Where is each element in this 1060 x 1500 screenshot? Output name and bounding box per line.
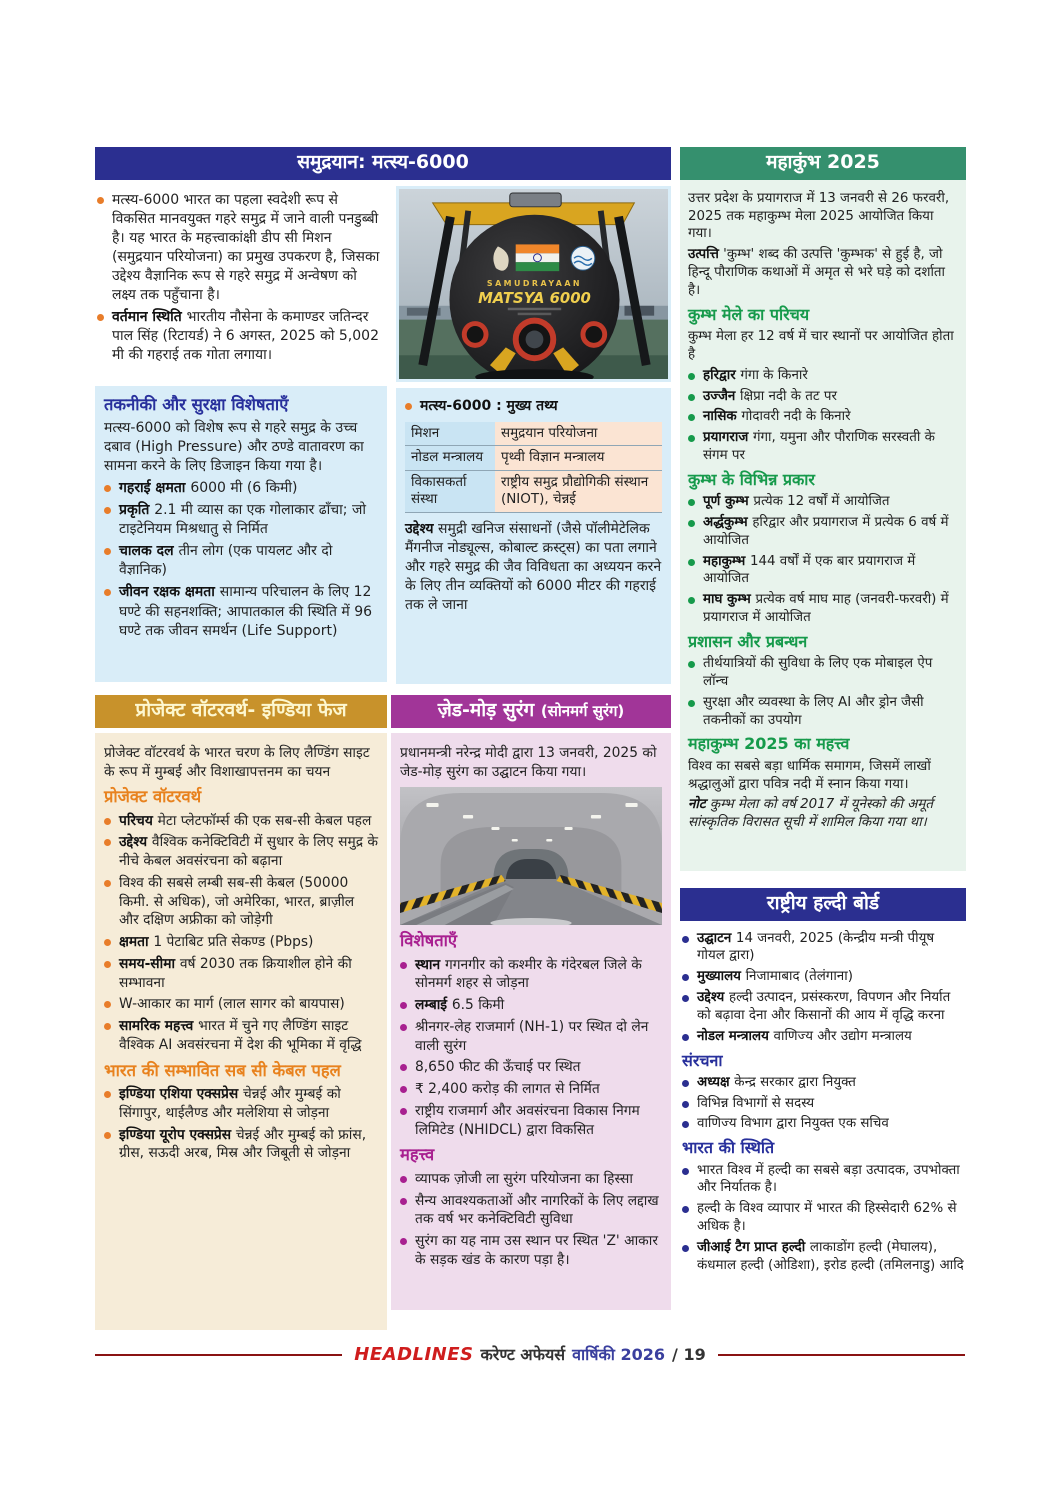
table-row (405, 446, 662, 471)
list-item-text: तीर्थयात्रियों की सुविधा के लिए एक मोबाइल ऐप लॉन्च (703, 656, 933, 689)
list-item (400, 1102, 662, 1140)
list-item-text: सामरिक महत्त्व भारत में चुने गए लैण्डिंग साइट वैश्विक AI अवसंरचना में देश की भूमिका में वृद्धि (119, 1018, 362, 1053)
facts-objective (405, 520, 662, 615)
bullet-icon (688, 700, 695, 707)
mahakumbh-importance-para: विश्व का सबसे बड़ा धार्मिक समागम, जिसमें लाखों श्रद्धालुओं द्वारा पवित्र नदी में स्नान किया गया। (688, 758, 931, 792)
bullet-icon (688, 394, 695, 401)
list-item (682, 930, 964, 966)
list-item (104, 1126, 378, 1164)
list-item-text: उद्घाटन 14 जनवरी, 2025 (केन्द्रीय मन्त्री पीयूष गोयल द्वारा) (697, 930, 935, 964)
bullet-icon (400, 1024, 407, 1031)
list-item (682, 1095, 964, 1113)
list-item-text: नासिक गोदावरी नदी के किनारे (703, 409, 851, 425)
list-item (682, 989, 964, 1025)
bullet-icon (682, 1168, 689, 1175)
list-item-text: उद्देश्य हल्दी उत्पादन, प्रसंस्करण, विपणन और निर्यात को बढ़ावा देना और किसानों की आय में वृद्धि करना (697, 990, 951, 1023)
list-item-text: माघ कुम्भ प्रत्येक वर्ष माघ माह (जनवरी-फरवरी) में प्रयागराज में आयोजित (703, 592, 949, 626)
list-item (688, 367, 958, 385)
waterworth-para: प्रोजेक्ट वॉटरवर्थ के भारत चरण के लिए लैण्डिंग साइट के रूप में मुम्बई और विशाखापत्तनम का चयन (104, 744, 370, 780)
list-item-text: मत्स्य-6000 भारत का पहला स्वदेशी रूप से विकसित मानवयुक्त गहरे समुद्र में जाने वाली पनडुब्बी है। यह भारत के महत्त्वाकांक्षी डीप सी मिशन (समुद्रयान परियोजना) का प्रमुख उपकरण है, जिसका उद्देश्य वैज्ञानिक रूप से गहरे समुद्र में अन्वेषण को लक्ष्य तक पहुँचाना है। (112, 191, 380, 303)
facts-table (405, 422, 662, 513)
list-item (97, 308, 385, 365)
list-item-text: गहराई क्षमता 6000 मी (6 किमी) (119, 480, 298, 497)
bullet-icon (104, 507, 111, 514)
bullet-icon (400, 1086, 407, 1093)
list-item-text: महाकुम्भ 144 वर्षों में एक बार प्रयागराज में आयोजित (703, 553, 916, 587)
waterworth-list-1 (104, 812, 378, 1055)
list-item-text: अर्द्धकुम्भ हरिद्वार और प्रयागराज में प्रत्येक 6 वर्ष में आयोजित (703, 514, 949, 548)
bullet-icon (682, 1101, 689, 1108)
list-item (688, 429, 958, 465)
table-value: समुद्रयान परियोजना (495, 422, 662, 446)
list-item (688, 388, 958, 406)
list-item-text: वर्तमान स्थिति भारतीय नौसेना के कमाण्डर जतिन्दर पाल सिंह (रिटायर्ड) ने 6 अगस्त, 2025 को 5,002 मी की गहराई तक गोता लगाया। (112, 308, 379, 364)
list-item (104, 583, 378, 640)
zmorh-importance-head: महत्त्व (400, 1145, 435, 1165)
table-value: राष्ट्रीय समुद्र प्रौद्योगिकी संस्थान (NIOT), चेन्नई (495, 470, 662, 512)
list-item-text: क्षमता 1 पेटाबिट प्रति सेकण्ड (Pbps) (119, 934, 314, 951)
bullet-icon (688, 373, 695, 380)
list-item-text: जीआई टैग प्राप्त हल्दी लाकाडोंग हल्दी (मेघालय), कंधमाल हल्दी (ओडिशा), इरोड हल्दी (तमिलनाडु) आदि (697, 1239, 964, 1273)
table-key: मिशन (405, 422, 495, 446)
table-key: विकासकर्ता संस्था (405, 470, 495, 512)
list-item (104, 874, 378, 930)
bullet-icon (688, 414, 695, 421)
section-title-mahakumbh: महाकुंभ 2025 (680, 147, 966, 180)
bullet-icon (688, 435, 695, 442)
mahakumbh-admin-head: प्रशासन और प्रबन्धन (688, 631, 808, 651)
list-item (104, 995, 378, 1014)
mahakumbh-note-text: कुम्भ मेला को वर्ष 2017 में यूनेस्को की अमूर्त सांस्कृतिक विरासत सूची में शामिल किया गया था। (688, 797, 934, 831)
bullet-icon (682, 1034, 689, 1041)
section-waterworth (95, 695, 387, 1330)
footer-text (354, 1343, 705, 1367)
tech-heading: तकनीकी और सुरक्षा विशेषताएँ (104, 394, 289, 414)
list-item (682, 1162, 964, 1198)
mahakumbh-intro-para: कुम्भ मेला हर 12 वर्ष में चार स्थानों पर आयोजित होता है (688, 329, 954, 362)
bullet-icon (104, 818, 111, 825)
footer-annual: वार्षिकी 2026 (572, 1345, 666, 1364)
list-item-text: विभिन्न विभागों से सदस्य (697, 1095, 815, 1111)
bullet-icon (104, 880, 111, 887)
list-item-text: ₹ 2,400 करोड़ की लागत से निर्मित (415, 1081, 600, 1098)
list-item-text: सुरक्षा और व्यवस्था के लिए AI और ड्रोन जैसी तकनीकों का उपयोग (703, 694, 924, 728)
list-item (400, 1232, 662, 1270)
list-item (688, 591, 958, 627)
list-item (688, 694, 958, 730)
table-value: पृथ्वी विज्ञान मन्त्रालय (495, 446, 662, 471)
table-row (405, 470, 662, 512)
list-item (104, 833, 378, 871)
list-item-text: पूर्ण कुम्भ प्रत्येक 12 वर्षों में आयोजित (703, 494, 890, 510)
list-item-text: भारत विश्व में हल्दी का सबसे बड़ा उत्पादक, उपभोक्ता और निर्यातक है। (697, 1162, 960, 1196)
list-item-text: अध्यक्ष केन्द्र सरकार द्वारा नियुक्त (697, 1074, 856, 1090)
footer-series: करेण्ट अफेयर्स (480, 1345, 566, 1364)
bullet-icon (97, 197, 104, 204)
facts-objective-lead: उद्देश्य (405, 521, 434, 538)
bullet-icon (682, 1121, 689, 1128)
list-item-text: सुरंग का यह नाम उस स्थान पर स्थित 'Z' आकार के सड़क खंड के कारण पड़ा है। (415, 1233, 658, 1268)
facts-objective-text: समुद्री खनिज संसाधनों (जैसे पॉलीमेटेलिक मैंगनीज नोड्यूल्स, कोबाल्ट क्रस्ट्स) का पता लगाने और गहरे समुद्र की जैव विविधता का अध्ययन करने के लिए तीन व्यक्तियों को 6000 मीटर की गहराई तक ले जाना (405, 521, 662, 614)
waterworth-box (95, 733, 387, 1330)
zmorh-title-paren: (सोनमर्ग सुरंग) (540, 702, 625, 720)
bullet-icon (104, 1001, 111, 1008)
mahakumbh-intro-head: कुम्भ मेले का परिचय (688, 304, 810, 324)
bullet-icon (104, 1091, 111, 1098)
list-item-text: श्रीनगर-लेह राजमार्ग (NH-1) पर स्थित दो लेन वाली सुरंग (415, 1018, 649, 1054)
turmeric-india-list (682, 1162, 964, 1275)
bullet-icon (104, 485, 111, 492)
zmorh-features-list (400, 956, 662, 1140)
list-item (400, 956, 662, 994)
mahakumbh-types-head: कुम्भ के विभिन्न प्रकार (688, 469, 815, 489)
tech-para: मत्स्य-6000 को विशेष रूप से गहरे समुद्र के उच्च दबाव (High Pressure) और ठण्डे वातावरण का सामना करने के लिए डिजाइन किया गया है। (104, 420, 364, 475)
list-item (682, 1115, 964, 1133)
tunnel-photo (400, 787, 662, 925)
zmorh-importance-list (400, 1170, 662, 1270)
bullet-icon (682, 995, 689, 1002)
list-item (104, 933, 378, 952)
section-title-turmeric: राष्ट्रीय हल्दी बोर्ड (680, 888, 966, 921)
right-column (680, 147, 966, 1284)
turmeric-box (680, 921, 966, 1284)
list-item-text: सैन्य आवश्यकताओं और नागरिकों के लिए लद्दाख तक वर्ष भर कनेक्टिविटी सुविधा (415, 1192, 659, 1228)
waterworth-subhead-2: भारत की सम्भावित सब सी केबल पहल (104, 1060, 341, 1080)
footer-rule-left (95, 1354, 342, 1356)
list-item-text: समय-सीमा वर्ष 2030 तक क्रियाशील होने की सम्भावना (119, 955, 352, 991)
bullet-icon (400, 1198, 407, 1205)
list-item-text: राष्ट्रीय राजमार्ग और अवसंरचना विकास निगम लिमिटेड (NHIDCL) द्वारा विकसित (415, 1102, 640, 1138)
list-item (104, 479, 378, 498)
list-item-text: लम्बाई 6.5 किमी (415, 997, 505, 1014)
bullet-icon (400, 1108, 407, 1115)
mahakumbh-para1: उत्तर प्रदेश के प्रयागराज में 13 जनवरी से 26 फरवरी, 2025 तक महाकुम्भ मेला 2025 आयोजित किया गया। (688, 190, 950, 242)
footer-page-number: / 19 (672, 1345, 706, 1364)
list-item-text: हरिद्वार गंगा के किनारे (703, 367, 808, 383)
bullet-icon (400, 962, 407, 969)
facts-box (396, 388, 671, 684)
turmeric-structure-list (682, 1074, 964, 1133)
list-item (400, 1170, 662, 1189)
photo-label-matsya: MATSYA 6000 (478, 289, 591, 307)
list-item (400, 1080, 662, 1099)
bullet-icon (104, 548, 111, 555)
matsya-photo (396, 186, 671, 382)
list-item (400, 1058, 662, 1077)
zmorh-para: प्रधानमन्त्री नरेन्द्र मोदी द्वारा 13 जनवरी, 2025 को जेड-मोड़ सुरंग का उद्घाटन किया गया। (400, 744, 657, 780)
bullet-icon (682, 936, 689, 943)
list-item-text: इण्डिया यूरोप एक्सप्रेस चेन्नई और मुम्बई को फ्रांस, ग्रीस, सऊदी अरब, मिस्र और जिबूती से जोड़ना (119, 1126, 367, 1162)
bullet-icon (688, 559, 695, 566)
section-zmorh-tunnel (391, 695, 671, 1310)
list-item (400, 1018, 662, 1056)
list-item (682, 1074, 964, 1092)
mahakumbh-importance-head: महाकुम्भ 2025 का महत्त्व (688, 734, 850, 754)
bullet-icon (104, 839, 111, 846)
bullet-icon (688, 597, 695, 604)
list-item-text: प्रयागराज गंगा, यमुना और पौराणिक सरस्वती के संगम पर (703, 430, 935, 463)
list-item (400, 996, 662, 1015)
bullet-icon (405, 403, 412, 410)
tunnel-photo-illustration (400, 787, 662, 925)
list-item (97, 191, 385, 305)
list-item-text: हल्दी के विश्व व्यापार में भारत की हिस्सेदारी 62% से अधिक है। (697, 1201, 957, 1235)
section-title-waterworth: प्रोजेक्ट वॉटरवर्थ- इण्डिया फेज (95, 695, 387, 728)
section-samudrayaan (95, 147, 671, 684)
list-item-text: विश्व की सबसे लम्बी सब-सी केबल (50000 किमी. से अधिक), जो अमेरिका, भारत, ब्राज़ील और दक्षिण अफ्रीका को जोड़ेगी (119, 874, 355, 929)
bullet-icon (104, 1023, 111, 1030)
bullet-icon (688, 661, 695, 668)
list-item (688, 408, 958, 426)
zmorh-features-head: विशेषताएँ (400, 931, 458, 951)
zmorh-box (391, 733, 671, 1310)
mahakumbh-types-list (688, 493, 958, 627)
list-item (688, 493, 958, 511)
list-item (688, 553, 958, 589)
bullet-icon (682, 974, 689, 981)
tech-list (104, 479, 378, 640)
list-item-text: उद्देश्य वैश्विक कनेक्टिविटी में सुधार के लिए समुद्र के नीचे केबल अवसंरचना को बढ़ाना (119, 834, 378, 870)
list-item-text: वाणिज्य विभाग द्वारा नियुक्त एक सचिव (697, 1116, 889, 1132)
list-item (104, 542, 378, 580)
footer-brand: HEADLINES (354, 1344, 474, 1365)
list-item-text: नोडल मन्त्रालय वाणिज्य और उद्योग मन्त्रालय (697, 1028, 912, 1044)
footer-rule-right (718, 1354, 965, 1356)
mahakumbh-origin (688, 246, 958, 299)
photo-label-samudrayaan: SAMUDRAYAAN (486, 278, 583, 288)
list-item-text: इण्डिया एशिया एक्सप्रेस चेन्नई और मुम्बई को सिंगापुर, थाईलैण्ड और मलेशिया से जोड़ना (119, 1086, 341, 1121)
page-footer (95, 1343, 965, 1367)
list-item-text: स्थान गगनगीर को कश्मीर के गंदेरबल जिले के सोनमर्ग शहर से जोड़ना (415, 956, 642, 992)
mahakumbh-admin-list (688, 655, 958, 729)
matsya-photo-illustration (399, 189, 668, 379)
facts-caption (405, 397, 662, 416)
table-key: नोडल मन्त्रालय (405, 446, 495, 471)
bullet-icon (400, 1064, 407, 1071)
list-item-text: व्यापक ज़ोजी ला सुरंग परियोजना का हिस्सा (415, 1170, 633, 1187)
bullet-icon (688, 520, 695, 527)
mahakumbh-origin-text: 'कुम्भ' शब्द की उत्पत्ति 'कुम्भक' से हुई है, जो हिन्दू पौराणिक कथाओं में अमृत से भरे घड़े को दर्शाता है। (688, 247, 946, 298)
waterworth-subhead-1: प्रोजेक्ट वॉटरवर्थ (104, 787, 202, 807)
mahakumbh-box (680, 180, 966, 871)
bullet-icon (104, 589, 111, 596)
turmeric-list-1 (682, 930, 964, 1046)
list-item (104, 501, 378, 539)
bullet-icon (104, 961, 111, 968)
list-item (682, 1200, 964, 1236)
samudrayaan-intro-list (95, 186, 387, 386)
list-item (682, 968, 964, 986)
table-row (405, 422, 662, 446)
facts-caption-text: मत्स्य-6000 : मुख्य तथ्य (420, 397, 558, 414)
mahakumbh-note (688, 796, 958, 832)
turmeric-structure-head: संरचना (682, 1050, 723, 1070)
list-item (104, 812, 378, 831)
zmorh-title-main: ज़ेड-मोड़ सुरंग (437, 699, 535, 721)
list-item-text: परिचय मेटा प्लेटफॉर्म्स की एक सब-सी केबल पहल (119, 812, 372, 829)
tech-features-box (95, 386, 387, 682)
bullet-icon (682, 1080, 689, 1087)
waterworth-list-2 (104, 1085, 378, 1163)
bullet-icon (400, 1002, 407, 1009)
list-item (682, 1239, 964, 1275)
list-item (104, 955, 378, 993)
bullet-icon (688, 499, 695, 506)
section-title-samudrayaan: समुद्रयान: मत्स्य-6000 (95, 147, 671, 180)
list-item (104, 1085, 378, 1123)
turmeric-india-head: भारत की स्थिति (682, 1138, 775, 1158)
list-item (688, 655, 958, 691)
bullet-icon (400, 1238, 407, 1245)
list-item-text: प्रकृति 2.1 मी व्यास का एक गोलाकार ढाँचा; जो टाइटेनियम मिश्रधातु से निर्मित (119, 502, 366, 538)
list-item (104, 1017, 378, 1055)
mahakumbh-places-list (688, 367, 958, 465)
mahakumbh-origin-lead: उत्पत्ति (688, 247, 719, 263)
bullet-icon (682, 1206, 689, 1213)
section-title-zmorh (391, 695, 671, 728)
bullet-icon (682, 1245, 689, 1252)
list-item-text: मुख्यालय निजामाबाद (तेलंगाना) (697, 969, 853, 985)
bullet-icon (104, 1132, 111, 1139)
list-item (682, 1028, 964, 1046)
list-item (400, 1192, 662, 1230)
mahakumbh-note-lead: नोट (688, 797, 706, 813)
bullet-icon (97, 314, 104, 321)
list-item-text: 8,650 फीट की ऊँचाई पर स्थित (415, 1059, 581, 1076)
bullet-icon (400, 1176, 407, 1183)
list-item (688, 514, 958, 550)
list-item-text: W-आकार का मार्ग (लाल सागर को बायपास) (119, 996, 345, 1013)
list-item-text: जीवन रक्षक क्षमता सामान्य परिचालन के लिए 12 घण्टे की सहनशक्ति; आपातकाल की स्थिति में 96 घण्टे तक जीवन समर्थन (Life Support) (119, 584, 373, 639)
bullet-icon (104, 939, 111, 946)
list-item-text: उज्जैन क्षिप्रा नदी के तट पर (703, 388, 837, 404)
list-item-text: चालक दल तीन लोग (एक पायलट और दो वैज्ञानिक) (119, 543, 333, 579)
